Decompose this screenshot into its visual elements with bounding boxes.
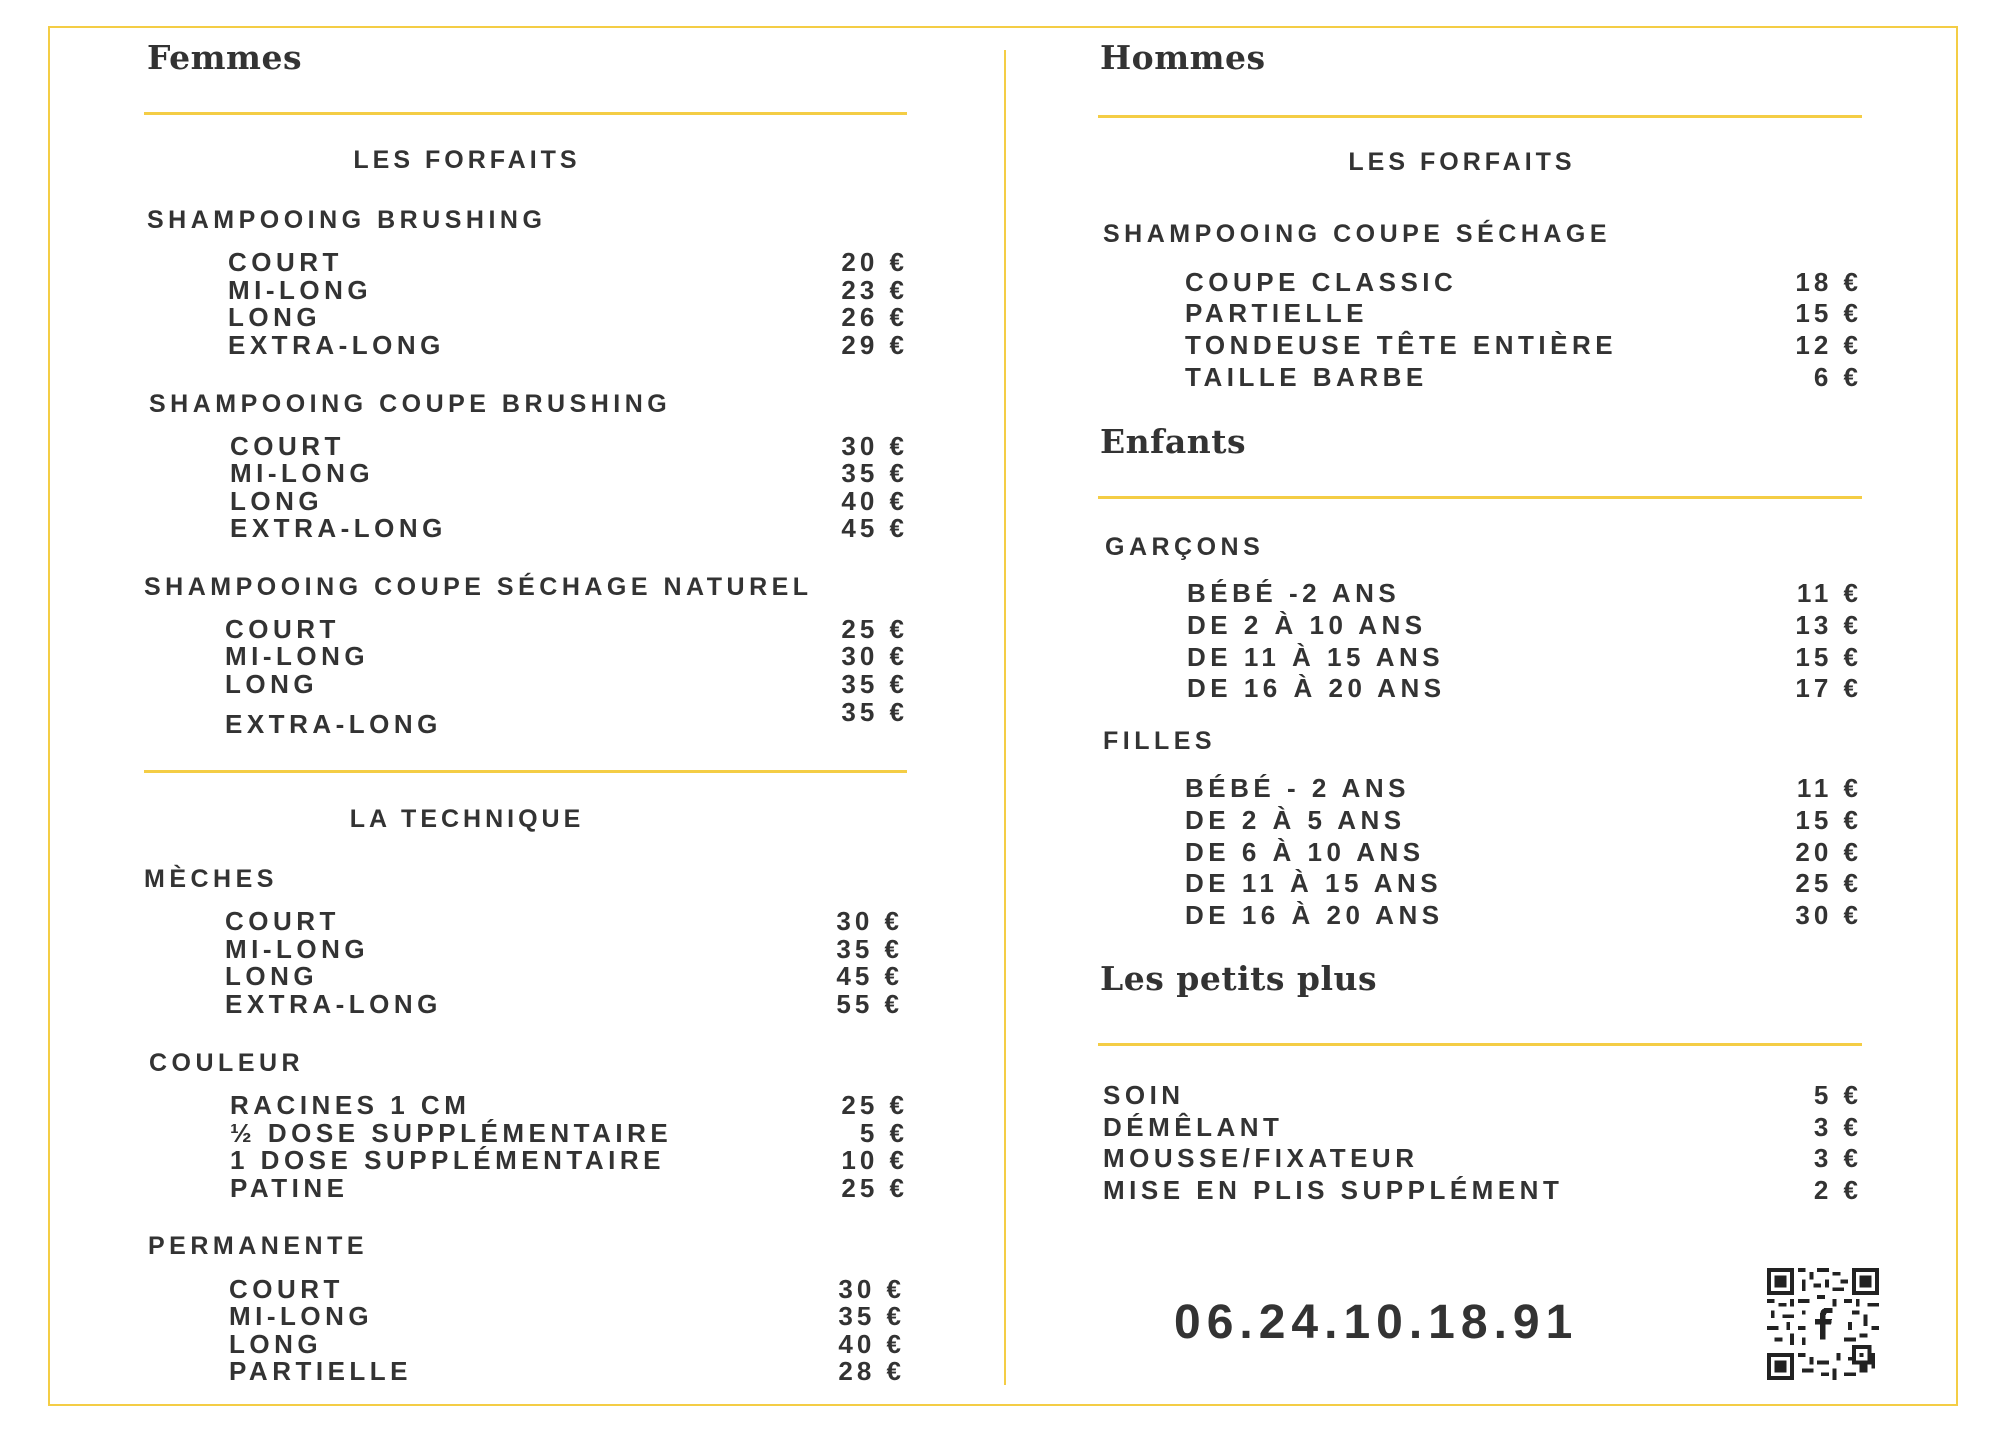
item-price: 11 €: [1796, 772, 1862, 803]
group-label-meches: MÈCHES: [144, 865, 278, 893]
item-name: COURT: [230, 430, 345, 461]
item-price: 5 €: [1813, 1079, 1862, 1110]
item-price: 30 €: [841, 640, 908, 671]
item-name: DÉMÊLANT: [1103, 1111, 1284, 1142]
list-item: [230, 1146, 908, 1174]
list-item: [1185, 299, 1862, 327]
group-label-shampooing-brushing: SHAMPOOING BRUSHING: [147, 206, 547, 234]
group-label-permanente: PERMANENTE: [148, 1232, 369, 1260]
group-label-garcons: GARÇONS: [1105, 533, 1265, 561]
list-item: [230, 1174, 908, 1202]
item-name: LONG: [225, 960, 319, 991]
group-label-shampooing-coupe-brushing: SHAMPOOING COUPE BRUSHING: [149, 390, 672, 418]
item-name: SOIN: [1103, 1079, 1185, 1110]
list-item: [1185, 774, 1862, 802]
list-item: [230, 514, 908, 542]
list-item: [1185, 869, 1862, 897]
list-item: [225, 697, 908, 739]
item-price: 29 €: [841, 329, 908, 360]
item-price: 3 €: [1813, 1111, 1862, 1142]
group-label-filles: FILLES: [1103, 727, 1217, 755]
femmes-title: Femmes: [147, 38, 303, 77]
list-item: [225, 990, 903, 1018]
femmes-forfaits-heading: LES FORFAITS: [353, 146, 581, 174]
item-price: 2 €: [1813, 1174, 1862, 1205]
item-price: 15 €: [1795, 297, 1862, 328]
item-name: MI-LONG: [228, 274, 373, 305]
item-name: COUPE CLASSIC: [1185, 266, 1458, 297]
femmes-technique-rule: [144, 770, 907, 773]
list-item: [228, 331, 908, 359]
item-price: 17 €: [1795, 672, 1862, 703]
item-price: 20 €: [1795, 836, 1862, 867]
item-name: DE 16 À 20 ANS: [1185, 899, 1444, 930]
item-name: EXTRA-LONG: [225, 709, 442, 739]
list-item: [1185, 806, 1862, 834]
item-name: PATINE: [230, 1172, 349, 1203]
item-price: 13 €: [1795, 609, 1862, 640]
phone-number: 06.24.10.18.91: [1174, 1296, 1579, 1349]
list-item: [230, 1119, 908, 1147]
list-item: [1185, 901, 1862, 929]
hommes-title-rule: [1098, 115, 1862, 118]
facebook-qr-code-icon[interactable]: [1767, 1268, 1879, 1380]
list-item: [225, 670, 908, 698]
list-item: [225, 615, 908, 643]
item-name: LONG: [230, 485, 324, 516]
item-name: TAILLE BARBE: [1185, 361, 1428, 392]
list-item: [229, 1330, 905, 1358]
item-price: 45 €: [836, 960, 903, 991]
item-price: 35 €: [838, 1300, 905, 1331]
item-name: COURT: [225, 613, 340, 644]
item-price: 25 €: [841, 1172, 908, 1203]
list-item: [1185, 363, 1862, 391]
femmes-technique-heading: LA TECHNIQUE: [349, 805, 585, 833]
list-item: [1187, 579, 1862, 607]
item-name: MISE EN PLIS SUPPLÉMENT: [1103, 1174, 1564, 1205]
item-name: MI-LONG: [225, 933, 370, 964]
petits-plus-title-rule: [1098, 1043, 1862, 1046]
list-item: [229, 1275, 905, 1303]
petits-plus-title: Les petits plus: [1100, 959, 1378, 998]
item-name: ½ DOSE SUPPLÉMENTAIRE: [230, 1117, 673, 1148]
list-item: [225, 962, 903, 990]
item-name: EXTRA-LONG: [230, 512, 447, 543]
item-price: 15 €: [1795, 641, 1862, 672]
item-name: DE 2 À 5 ANS: [1185, 804, 1406, 835]
item-name: COURT: [229, 1273, 344, 1304]
hommes-title: Hommes: [1100, 38, 1266, 77]
list-item: [230, 487, 908, 515]
item-name: BÉBÉ - 2 ANS: [1185, 772, 1410, 803]
list-item: [1103, 1081, 1862, 1109]
list-item: [1187, 674, 1862, 702]
item-price: 30 €: [1795, 899, 1862, 930]
item-price: 35 €: [841, 697, 908, 727]
list-item: [1103, 1176, 1862, 1204]
enfants-title-rule: [1098, 496, 1862, 499]
item-price: 45 €: [841, 512, 908, 543]
item-name: LONG: [229, 1328, 323, 1359]
item-name: PARTIELLE: [1185, 297, 1369, 328]
list-item: [1185, 268, 1862, 296]
hommes-forfaits-heading: LES FORFAITS: [1348, 148, 1576, 176]
item-price: 20 €: [841, 246, 908, 277]
item-price: 35 €: [841, 457, 908, 488]
list-item: [228, 276, 908, 304]
item-price: 35 €: [836, 933, 903, 964]
femmes-title-rule: [144, 112, 907, 115]
enfants-title: Enfants: [1100, 422, 1247, 461]
list-item: [1187, 643, 1862, 671]
item-price: 10 €: [841, 1144, 908, 1175]
item-name: MI-LONG: [225, 640, 370, 671]
list-item: [228, 248, 908, 276]
item-name: TONDEUSE TÊTE ENTIÈRE: [1185, 329, 1618, 360]
list-item: [230, 1091, 908, 1119]
item-name: MOUSSE/FIXATEUR: [1103, 1142, 1419, 1173]
item-price: 5 €: [859, 1117, 908, 1148]
item-price: 26 €: [841, 301, 908, 332]
item-price: 23 €: [841, 274, 908, 305]
item-price: 30 €: [841, 430, 908, 461]
list-item: [225, 907, 903, 935]
list-item: [225, 642, 908, 670]
item-price: 25 €: [1795, 867, 1862, 898]
list-item: [1185, 331, 1862, 359]
item-name: COURT: [228, 246, 343, 277]
item-name: EXTRA-LONG: [225, 988, 442, 1019]
list-item: [1103, 1144, 1862, 1172]
item-name: DE 2 À 10 ANS: [1187, 609, 1427, 640]
item-name: DE 11 À 15 ANS: [1185, 867, 1443, 898]
item-name: MI-LONG: [230, 457, 375, 488]
item-price: 30 €: [836, 905, 903, 936]
item-price: 12 €: [1795, 329, 1862, 360]
item-name: 1 DOSE SUPPLÉMENTAIRE: [230, 1144, 665, 1175]
list-item: [230, 459, 908, 487]
item-name: LONG: [228, 301, 322, 332]
item-price: 25 €: [841, 1089, 908, 1120]
item-name: DE 6 À 10 ANS: [1185, 836, 1425, 867]
list-item: [1187, 611, 1862, 639]
item-price: 40 €: [841, 485, 908, 516]
list-item: [1185, 838, 1862, 866]
item-name: PARTIELLE: [229, 1355, 413, 1386]
item-name: DE 11 À 15 ANS: [1187, 641, 1445, 672]
list-item: [1103, 1113, 1862, 1141]
item-price: 6 €: [1813, 361, 1862, 392]
list-item: [229, 1302, 905, 1330]
list-item: [225, 935, 903, 963]
item-price: 25 €: [841, 613, 908, 644]
item-price: 55 €: [836, 988, 903, 1019]
list-item: [228, 303, 908, 331]
item-name: EXTRA-LONG: [228, 329, 445, 360]
list-item: [229, 1357, 905, 1385]
group-label-couleur: COULEUR: [149, 1049, 305, 1077]
item-name: BÉBÉ -2 ANS: [1187, 577, 1401, 608]
item-name: RACINES 1 CM: [230, 1089, 471, 1120]
item-name: MI-LONG: [229, 1300, 374, 1331]
group-label-shampooing-coupe-sechage: SHAMPOOING COUPE SÉCHAGE: [1103, 220, 1612, 248]
item-price: 3 €: [1813, 1142, 1862, 1173]
list-item: [230, 432, 908, 460]
item-price: 28 €: [838, 1355, 905, 1386]
item-name: LONG: [225, 668, 319, 699]
item-price: 18 €: [1795, 266, 1862, 297]
item-price: 15 €: [1795, 804, 1862, 835]
item-price: 40 €: [838, 1328, 905, 1359]
item-price: 35 €: [841, 668, 908, 699]
item-name: COURT: [225, 905, 340, 936]
item-price: 11 €: [1796, 577, 1862, 608]
column-divider: [1004, 50, 1006, 1385]
item-name: DE 16 À 20 ANS: [1187, 672, 1446, 703]
group-label-shampooing-coupe-sechage-naturel: SHAMPOOING COUPE SÉCHAGE NATUREL: [144, 573, 813, 601]
item-price: 30 €: [838, 1273, 905, 1304]
